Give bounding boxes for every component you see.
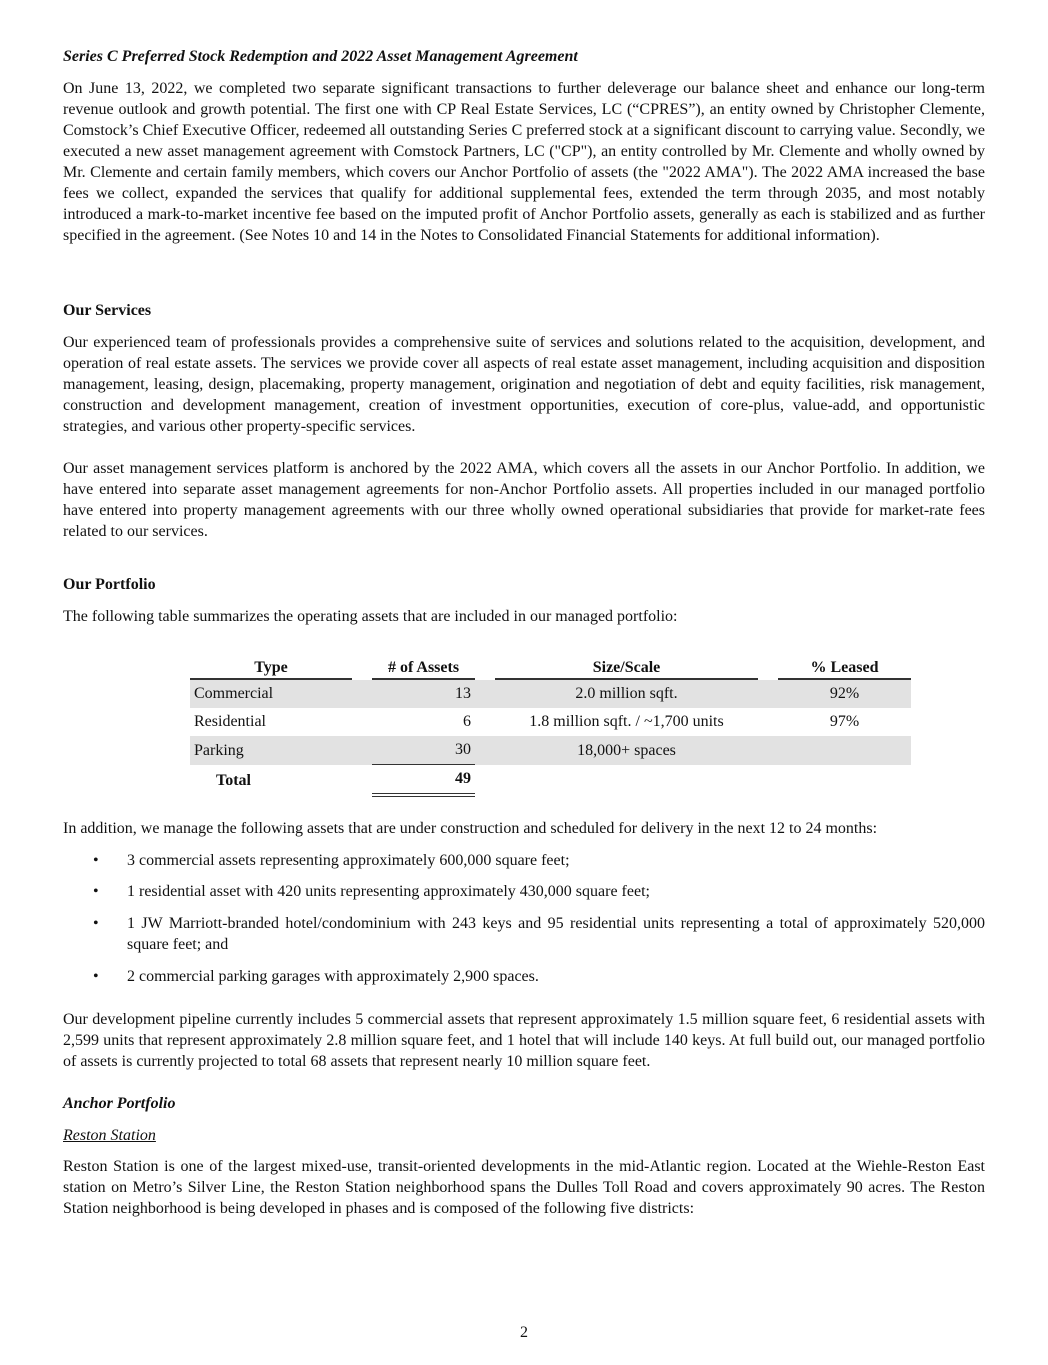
header-assets: # of Assets — [372, 659, 475, 680]
bullet-text: 1 residential asset with 420 units representing approximately 430,000 square feet; — [127, 883, 650, 900]
page-number: 2 — [520, 1324, 528, 1341]
bullet-icon: • — [93, 852, 99, 869]
cell-size: 18,000+ spaces — [495, 736, 758, 765]
series-c-heading: Series C Preferred Stock Redemption and 2022 Asset Management Agreement — [63, 48, 578, 65]
portfolio-table — [190, 656, 911, 797]
list-item — [93, 850, 985, 871]
bullet-icon: • — [93, 883, 99, 900]
list-item — [93, 881, 985, 902]
cell-type: Parking — [190, 736, 352, 765]
cell-type: Commercial — [190, 680, 352, 708]
services-paragraph-2: Our asset management services platform is anchored by the 2022 AMA, which covers all the assets in our Anchor Portfolio. In addition, we have entered into separate asset management agreements for non-Anchor Portfolio assets. All properties included in our managed portfolio have entered into property management agreements with our three wholly owned operational subsidiaries that provide for market-rate fees related to our services. — [63, 460, 985, 540]
services-heading: Our Services — [63, 302, 152, 319]
construction-intro: In addition, we manage the following assets that are under construction and scheduled for delivery in the next 12 to 24 months: — [63, 820, 878, 837]
cell-size: 1.8 million sqft. / ~1,700 units — [529, 713, 724, 730]
series-c-paragraph: On June 13, 2022, we completed two separate significant transactions to further deleverage our balance sheet and enhance our long-term revenue outlook and growth potential. The first one with CP Real Estate Services, LC (“CPRES”), an entity owned by Christopher Clemente, Comstock’s Chief Executive Officer, redeemed all outstanding Series C preferred stock at a significant discount to carrying value. Secondly, we executed a new asset management agreement with Comstock Partners, LC ("CP"), an entity controlled by Mr. Clemente and wholly owned by Mr. Clemente and certain family members, which covers our Anchor Portfolio of assets (the "2022 AMA"). The 2022 AMA increased the base fees we collect, expanded the services that qualify for additional supplemental fees, extended the term through 2035, and most notably introduced a mark-to-market incentive fee based on the imputed profit of Anchor Portfolio assets, generally as each is stabilized and as further specified in the agreement. (See Notes 10 and 14 in the Notes to Consolidated Financial Statements for additional information). — [63, 80, 985, 244]
header-size: Size/Scale — [495, 659, 758, 680]
bullet-text: 2 commercial parking garages with approximately 2,900 spaces. — [127, 968, 539, 985]
bullet-icon: • — [93, 915, 99, 932]
cell-assets: 30 — [372, 736, 475, 765]
table-row — [190, 680, 911, 708]
table-header — [190, 656, 911, 680]
pipeline-paragraph: Our development pipeline currently includes 5 commercial assets that represent approximately 1.5 million square feet, 6 residential assets with 2,599 units that represent approximately 2.8 million square feet, and 1 hotel that will include 140 keys. At full build out, our managed portfolio of assets is currently projected to total 68 assets that represent nearly 10 million square feet. — [63, 1011, 985, 1070]
total-label: Total — [216, 772, 251, 789]
reston-paragraph: Reston Station is one of the largest mixed-use, transit-oriented developments in the mid-Atlantic region. Located at the Wiehle-Reston East station on Metro’s Silver Line, the Reston Station neighborhood spans the Dulles Toll Road and covers approximately 90 acres. The Reston Station neighborhood is being developed in phases and is composed of the following five districts: — [63, 1158, 985, 1217]
cell-assets: 13 — [372, 680, 475, 708]
cell-leased — [778, 736, 911, 765]
bullet-icon: • — [93, 968, 99, 985]
bullet-text: 3 commercial assets representing approximately 600,000 square feet; — [127, 852, 570, 869]
table-total-row — [190, 765, 911, 797]
cell-size: 2.0 million sqft. — [495, 680, 758, 708]
list-item — [93, 913, 985, 955]
portfolio-intro: The following table summarizes the operating assets that are included in our managed portfolio: — [63, 608, 678, 625]
bullet-text: 1 JW Marriott-branded hotel/condominium with 243 keys and 95 residential units representing a total of approximately 520,000 square feet; and — [127, 915, 985, 953]
total-value: 49 — [372, 765, 475, 797]
header-leased: % Leased — [778, 659, 911, 680]
cell-leased: 97% — [829, 713, 860, 730]
cell-type: Residential — [194, 713, 266, 730]
portfolio-heading: Our Portfolio — [63, 576, 156, 593]
table-row — [190, 708, 911, 736]
anchor-heading: Anchor Portfolio — [63, 1095, 176, 1112]
header-type: Type — [190, 659, 352, 680]
cell-assets: 6 — [463, 713, 471, 730]
services-paragraph-1: Our experienced team of professionals provides a comprehensive suite of services and solutions related to the acquisition, development, and operation of real estate assets. The services we provide cover all aspects of real estate asset management, including acquisition and disposition management, leasing, design, placemaking, property management, origination and negotiation of debt and equity facilities, risk management, construction and development management, creation of investment opportunities, execution of core-plus, value-add, and opportunistic strategies, and various other property-specific services. — [63, 334, 985, 435]
table-row — [190, 736, 911, 765]
cell-leased: 92% — [778, 680, 911, 708]
reston-subheading: Reston Station — [63, 1127, 156, 1144]
list-item — [93, 966, 985, 987]
